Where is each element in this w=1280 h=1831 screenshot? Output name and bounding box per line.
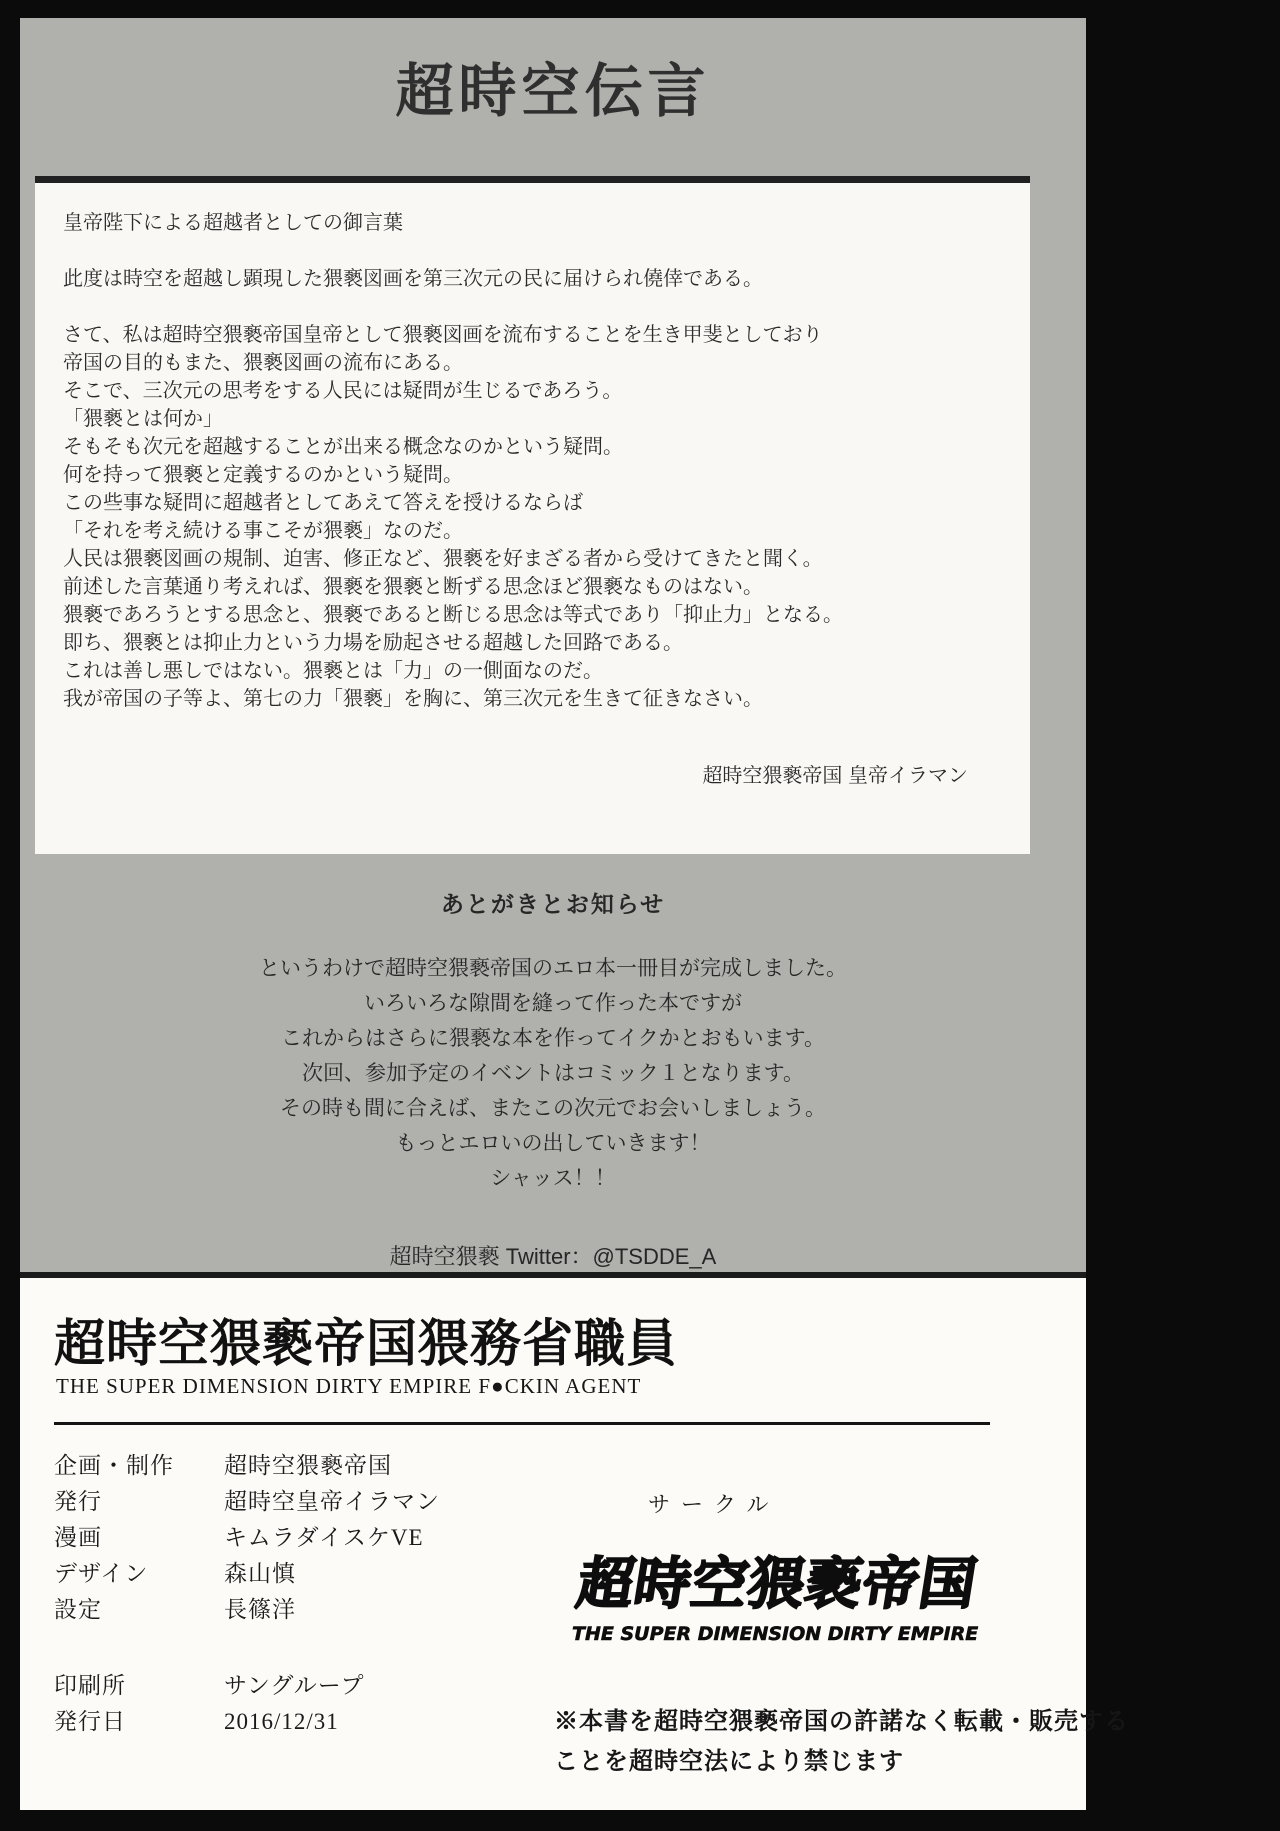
credit-value: キムラダイスケVE (224, 1525, 424, 1550)
message-line: 「それを考え続ける事こそが猥褻」なのだ。 (63, 520, 463, 542)
credit-row (54, 1592, 440, 1628)
message-line: さて、私は超時空猥褻帝国皇帝として猥褻図画を流布することを生き甲斐としており (63, 324, 823, 346)
circle-logo-kanji: 超時空猥褻帝国 (572, 1552, 982, 1617)
afterword-section (20, 886, 1086, 1271)
credit-row (54, 1520, 440, 1556)
credit-gap (54, 1628, 440, 1668)
message-line: 猥褻であろうとする思念と、猥褻であると断じる思念は等式であり「抑止力」となる。 (63, 604, 843, 626)
message-line: 帝国の目的もまた、猥褻図画の流布にある。 (63, 352, 463, 374)
book-title-english: THE SUPER DIMENSION DIRTY EMPIRE F●CKIN AGENT (56, 1374, 642, 1398)
credit-value: 超時空猥褻帝国 (224, 1453, 392, 1478)
circle-logo (572, 1540, 1012, 1645)
afterword-line: これからはさらに猥褻な本を作ってイクかとおもいます。 (281, 1027, 825, 1050)
credit-label: 漫画 (54, 1525, 102, 1550)
twitter-handle: 超時空猥褻 Twitter：@TSDDE_A (389, 1244, 717, 1269)
message-line: この些事な疑問に超越者としてあえて答えを授けるならば (63, 492, 583, 514)
afterword-line: もっとエロいの出していきます！ (395, 1132, 711, 1155)
credit-row (54, 1556, 440, 1592)
credit-label: 設定 (54, 1597, 102, 1622)
afterword-line: その時も間に合えば、またこの次元でお会いしましょう。 (280, 1097, 826, 1120)
credits-table (54, 1448, 440, 1740)
colophon-section (20, 1272, 1129, 1810)
message-line: 何を持って猥褻と定義するのかという疑問。 (63, 464, 463, 486)
page-background (20, 18, 1129, 1810)
message-line: 皇帝陛下による超越者としての御言葉 (63, 212, 403, 234)
message-line: 此度は時空を超越し顕現した猥褻図画を第三次元の民に届けられ僥倖である。 (63, 268, 763, 290)
credit-row (54, 1448, 440, 1484)
message-line: 即ち、猥褻とは抑止力という力場を励起させる超越した回路である。 (63, 632, 683, 654)
credit-label: 発行 (54, 1489, 102, 1514)
credit-label: 印刷所 (54, 1673, 126, 1698)
credit-row (54, 1484, 440, 1520)
book-title: 超時空猥褻帝国猥務省職員 (54, 1317, 679, 1373)
credit-value: サングループ (224, 1673, 365, 1698)
message-line: 前述した言葉通り考えれば、猥褻を猥褻と断ずる思念ほど猥褻なものはない。 (63, 576, 763, 598)
disclaimer-line: ことを超時空法により禁じます (554, 1749, 904, 1775)
afterword-heading: あとがきとお知らせ (440, 891, 666, 917)
message-line: 「猥褻とは何か」 (63, 408, 223, 430)
afterword-line: シャッス！！ (490, 1167, 616, 1190)
message-line: そこで、三次元の思考をする人民には疑問が生じるであろう。 (63, 380, 623, 402)
credit-value: 森山慎 (224, 1561, 296, 1586)
afterword-line: いろいろな隙間を縫って作った本ですが (364, 992, 742, 1015)
credit-value: 2016/12/31 (224, 1709, 339, 1734)
page-title: 超時空伝言 (395, 59, 711, 124)
message-line: これは善し悪しではない。猥褻とは「力」の一側面なのだ。 (63, 660, 603, 682)
copyright-disclaimer (554, 1702, 1129, 1782)
divider-rule (54, 1422, 990, 1425)
credit-value: 超時空皇帝イラマン (224, 1489, 440, 1514)
circle-label: サークル (648, 1492, 780, 1517)
message-line: 人民は猥褻図画の規制、迫害、修正など、猥褻を好まざる者から受けてきたと聞く。 (63, 548, 823, 570)
credit-value: 長篠洋 (224, 1597, 296, 1622)
afterword-line: というわけで超時空猥褻帝国のエロ本一冊目が完成しました。 (259, 957, 847, 980)
message-line: そもそも次元を超越することが出来る概念なのかという疑問。 (63, 436, 623, 458)
message-line: 我が帝国の子等よ、第七の力「猥褻」を胸に、第三次元を生きて征きなさい。 (63, 688, 763, 710)
credit-label: 発行日 (54, 1709, 126, 1734)
circle-logo-english: THE SUPER DIMENSION DIRTY EMPIRE (572, 1623, 979, 1645)
credit-label: 企画・制作 (54, 1453, 174, 1478)
credit-row (54, 1668, 440, 1704)
emperor-message-box (35, 176, 1030, 854)
emperor-signature: 超時空猥褻帝国 皇帝イラマン (702, 765, 968, 787)
afterword-line: 次回、参加予定のイベントはコミック１となります。 (302, 1062, 804, 1085)
credit-row (54, 1704, 440, 1740)
disclaimer-line: ※本書を超時空猥褻帝国の許諾なく転載・販売する (554, 1709, 1129, 1735)
credit-label: デザイン (54, 1561, 149, 1586)
